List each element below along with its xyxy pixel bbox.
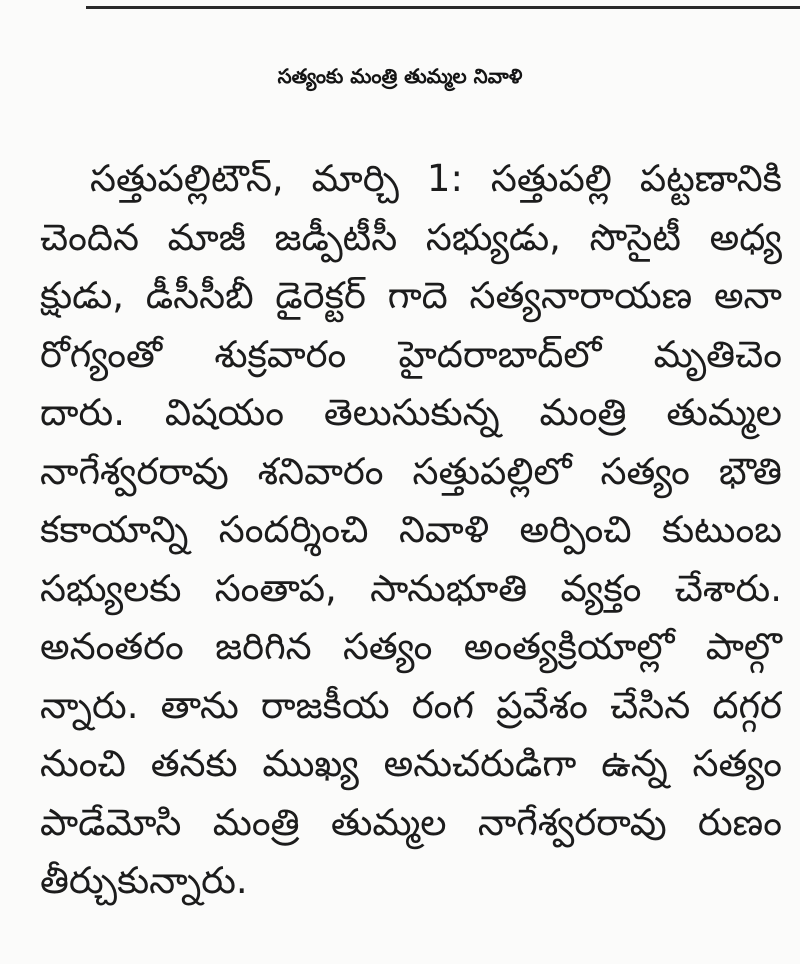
article-line: అనంతరం జరిగిన సత్యం అంత్యక్రియాల్లో పాల్గొ: [40, 625, 782, 668]
article-line: నుంచి తనకు ముఖ్య అనుచరుడిగా ఉన్న సత్యం: [40, 742, 782, 785]
article-line: చెందిన మాజీ జడ్పీటీసీ సభ్యుడు, సొసైటీ అధ్య: [40, 215, 782, 259]
article-line: సత్తుపల్లిటౌన్, మార్చి 1: సత్తుపల్లి పట్టణానికి: [90, 157, 782, 200]
top-rule: [86, 6, 800, 9]
article-line: న్నారు. తాను రాజకీయ రంగ ప్రవేశం చేసిన దగ్గర: [40, 683, 782, 727]
article-line: తీర్చుకున్నారు.: [40, 859, 248, 902]
headline: సత్యంకు మంత్రి తుమ్మల నివాళి: [277, 64, 523, 88]
article-line: పాడేమోసి మంత్రి తుమ్మల నాగేశ్వరరావు రుణం: [40, 800, 782, 844]
article-line: కకాయాన్ని సందర్శించి నివాళి అర్పించి కుటుంబ: [40, 508, 782, 551]
article-line: రోగ్యంతో శుక్రవారం హైదరాబాద్‌లో మృతిచెం: [40, 332, 782, 376]
article-line: నాగేశ్వరరావు శనివారం సత్తుపల్లిలో సత్యం భౌతి: [40, 449, 782, 493]
article-line: సభ్యులకు సంతాప, సానుభూతి వ్యక్తం చేశారు.: [40, 566, 782, 610]
article-body: [40, 150, 782, 911]
article-line: క్షుడు, డీసీసీబీ డైరెక్టర్ గాదె సత్యనారాయణ అనా: [40, 274, 782, 317]
article-line: దారు. విషయం తెలుసుకున్న మంత్రి తుమ్మల: [40, 391, 782, 434]
